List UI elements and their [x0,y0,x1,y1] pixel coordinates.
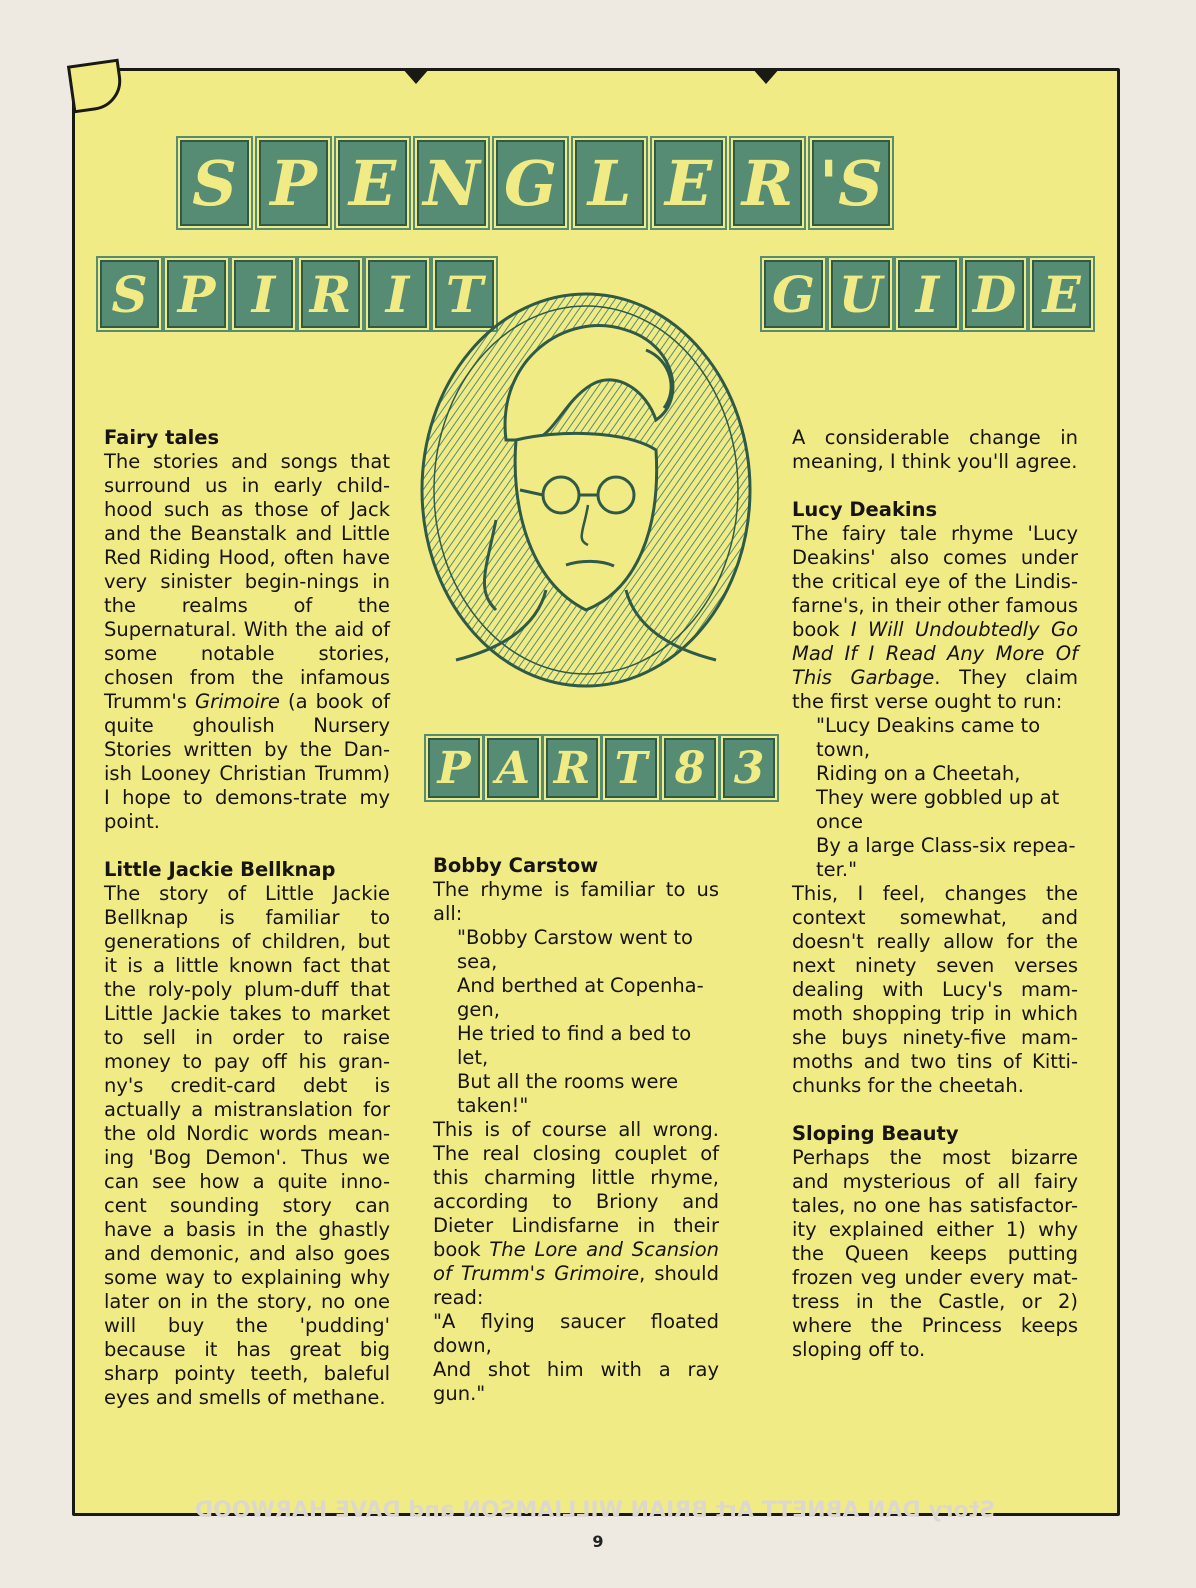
title-letter: E [654,140,723,226]
verse-line: "Lucy Deakins came to town, [816,714,1041,761]
column-1 [104,426,390,1410]
title-letter: P [259,140,328,226]
title-letter: 8 [664,738,716,798]
verse-line: He tried to find a bed to let, [457,1022,692,1069]
verse-line: But all the rooms were taken!" [457,1070,679,1117]
heading-little-jackie: Little Jackie Bellknap [104,858,336,881]
title-letter: R [301,260,360,328]
title-letter: 3 [723,738,775,798]
verse-line: Riding on a Cheetah, [816,762,1021,785]
text: This is of course all wrong. The real closing couplet of this charming little rhyme, according to Briony and Dieter Lindisfarne in their book [433,1118,719,1261]
title-letter: I [234,260,293,328]
verse-line: They were gobbled up at once [816,786,1060,833]
column-3 [792,426,1078,1362]
verse-line: And shot him with a ray gun." [433,1358,719,1405]
text: (a book of quite ghoulish Nursery Stories written by the Dan-ish Looney Christian Trumm) I hope to demons-trate my point. [104,690,390,833]
verse-line: By a large Class-six repea-ter." [816,834,1076,881]
title-letter: A [487,738,539,798]
paragraph: The story of Little Jackie Bellknap is familiar to generations of children, but it is a little known fact that the roly-poly plum-duff that Little Jackie takes to market to sell in order to raise money to pay off his gran-ny's credit-card debt is actually a mistranslation for the old Nordic words mean-ing 'Bog Demon'. Thus we can see how a quite inno-cent sounding story can have a basis in the ghastly and demonic, and also goes some way to explaining why later on in the story, no one will buy the 'pudding' because it has great big sharp pointy teeth, baleful eyes and smells of methane. [104,882,390,1409]
credits-show-through: Story DAN ABNETT Art BRIAN WILLIAMSON and DAVE HARWOOD [194,1498,996,1523]
panel-notch [402,68,430,84]
title-guide [764,260,1099,328]
title-letter: N [417,140,486,226]
paragraph: A considerable change in meaning, I think you'll agree. [792,426,1078,473]
title-part-83 [428,738,782,798]
text-italic: Grimoire [195,690,280,713]
title-letter: P [428,738,480,798]
text-italic: I Will Undoubtedly Go Mad If I Read Any More Of This Garbage [792,618,1078,689]
verse-line: And berthed at Copenha-gen, [457,974,704,1021]
egon-portrait-icon [416,290,756,690]
title-letter: E [1032,260,1091,328]
heading-bobby-carstow: Bobby Carstow [433,854,599,877]
title-spenglers [180,140,900,226]
text: , should read: [433,1262,719,1309]
verse-line: "Bobby Carstow went to sea, [457,926,693,973]
text-italic: The Lore and Scansion of Trumm's Grimoire [433,1238,719,1285]
title-letter: G [764,260,823,328]
title-letter: S [100,260,159,328]
heading-fairy-tales: Fairy tales [104,426,220,449]
paragraph [104,450,390,834]
title-letter: L [575,140,644,226]
page-number: 9 [592,1532,604,1551]
title-letter: T [435,260,494,328]
title-letter: R [546,738,598,798]
paragraph [792,522,1078,714]
title-letter: E [338,140,407,226]
title-letter: S [180,140,249,226]
text: The stories and songs that surround us in early child-hood such as those of Jack and the Beanstalk and Little Red Riding Hood, often have very sinister begin-nings in the realms of the Supernatural. With the aid of some notable stories, chosen from the infamous Trumm's [104,450,390,713]
column-2 [433,854,719,1406]
title-letter: I [368,260,427,328]
panel-notch [752,68,780,84]
verse-line: "A flying saucer floated down, [433,1310,719,1357]
paragraph [433,1118,719,1310]
paragraph: The rhyme is familiar to us all: [433,878,719,925]
heading-lucy-deakins: Lucy Deakins [792,498,938,521]
title-letter: 'S [812,140,890,226]
title-letter: D [965,260,1024,328]
text: The fairy tale rhyme 'Lucy Deakins' also comes under the critical eye of the Lindis-farne's, in their other famous book [792,522,1078,641]
title-letter: I [898,260,957,328]
paragraph: This, I feel, changes the context somewhat, and doesn't really allow for the next ninety seven verses dealing with Lucy's mam-moth shopping trip in which she buys ninety-five mam-moths and two tins of Kitti-chunks for the cheetah. [792,882,1078,1097]
title-letter: G [496,140,565,226]
title-letter: T [605,738,657,798]
text: . They claim the first verse ought to run: [792,666,1078,713]
paragraph: Perhaps the most bizarre and mysterious of all fairy tales, no one has satisfactor-ity explained either 1) why the Queen keeps putting frozen veg under every mat-tress in the Castle, or 2) where the Princess keeps sloping off to. [792,1146,1078,1361]
title-letter: P [167,260,226,328]
title-letter: U [831,260,890,328]
title-letter: R [733,140,802,226]
heading-sloping-beauty: Sloping Beauty [792,1122,959,1145]
